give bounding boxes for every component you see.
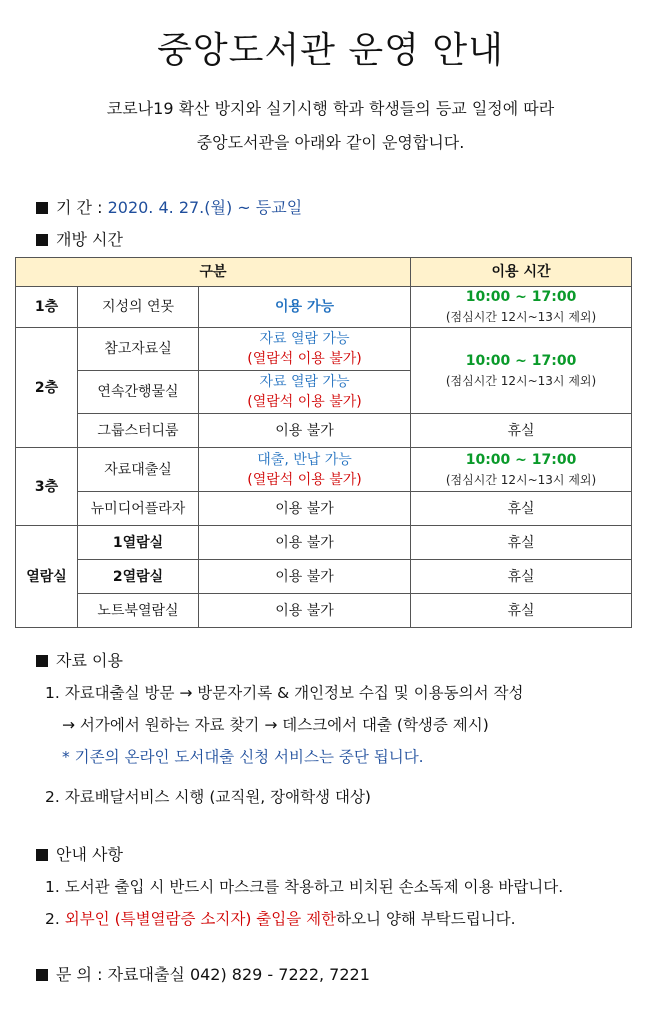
room-name: 2열람실 — [78, 560, 199, 594]
table-row — [16, 448, 632, 492]
time-main: 10:00 ~ 17:00 — [465, 451, 577, 468]
room-name: 지성의 연못 — [78, 287, 199, 328]
floor-label: 1층 — [16, 287, 78, 328]
hours-heading-text: 개방 시간 — [56, 230, 123, 249]
room-status: 이용 불가 — [199, 594, 411, 628]
floor-label: 열람실 — [16, 526, 78, 628]
intro-line-2: 중앙도서관을 아래와 같이 운영합니다. — [196, 133, 465, 152]
square-bullet-icon — [36, 849, 48, 861]
table-row — [16, 287, 632, 328]
materials-item-1-note: * 기존의 온라인 도서대출 신청 서비스는 중단 됩니다. — [62, 748, 424, 766]
room-status — [199, 371, 411, 414]
table-row — [16, 594, 632, 628]
room-name: 자료대출실 — [78, 448, 199, 492]
square-bullet-icon — [36, 655, 48, 667]
square-bullet-icon — [36, 234, 48, 246]
notice-item-2-prefix: 2. — [45, 910, 65, 928]
room-status — [199, 328, 411, 371]
status-note: (열람석 이용 불가) — [247, 471, 362, 488]
status-main: 자료 열람 가능 — [259, 331, 350, 347]
table-header-row — [16, 258, 632, 287]
room-time: 휴실 — [411, 414, 632, 448]
room-status: 이용 가능 — [199, 287, 411, 328]
room-status: 이용 불가 — [199, 526, 411, 560]
room-time: 휴실 — [411, 594, 632, 628]
status-note: (열람석 이용 불가) — [247, 351, 362, 367]
notice-heading-text: 안내 사항 — [56, 845, 123, 864]
room-time — [411, 448, 632, 492]
room-time — [411, 328, 632, 414]
room-time: 휴실 — [411, 560, 632, 594]
room-name: 그룹스터디룸 — [78, 414, 199, 448]
room-status: 이용 불가 — [199, 492, 411, 526]
materials-item-1: 1. 자료대출실 방문 → 방문자기록 & 개인정보 수집 및 이용동의서 작성 — [45, 684, 524, 702]
materials-heading — [36, 648, 123, 671]
table-row — [16, 526, 632, 560]
contact-value: 자료대출실 042) 829 - 7222, 7221 — [107, 965, 370, 984]
notice-item-1: 1. 도서관 출입 시 반드시 마스크를 착용하고 비치된 손소독제 이용 바랍니다. — [45, 878, 564, 896]
room-name: 연속간행물실 — [78, 371, 199, 414]
room-time: 휴실 — [411, 526, 632, 560]
materials-item-1-cont: → 서가에서 원하는 자료 찾기 → 데스크에서 대출 (학생증 제시) — [62, 716, 489, 734]
notice-item-2-suffix: 하오니 양해 부탁드립니다. — [336, 910, 516, 928]
contact-label: 문 의 : — [56, 965, 103, 984]
status-note: (열람석 이용 불가) — [247, 394, 362, 410]
header-time: 이용 시간 — [411, 258, 632, 287]
time-note: (점심시간 12시~13시 제외) — [445, 310, 597, 324]
status-main: 자료 열람 가능 — [259, 374, 350, 390]
time-note: (점심시간 12시~13시 제외) — [445, 373, 597, 388]
materials-item-2: 2. 자료배달서비스 시행 (교직원, 장애학생 대상) — [45, 788, 371, 806]
square-bullet-icon — [36, 969, 48, 981]
room-status: 이용 불가 — [199, 414, 411, 448]
room-name: 노트북열람실 — [78, 594, 199, 628]
time-main: 10:00 ~ 17:00 — [465, 352, 577, 369]
notice-heading — [36, 842, 123, 865]
square-bullet-icon — [36, 202, 48, 214]
floor-label: 2층 — [16, 328, 78, 448]
header-category: 구분 — [16, 258, 411, 287]
room-name: 참고자료실 — [78, 328, 199, 371]
time-main: 10:00 ~ 17:00 — [465, 289, 577, 305]
notice-item-2-highlight: 외부인 (특별열람증 소지자) 출입을 제한 — [64, 910, 337, 928]
contact-row — [36, 962, 370, 985]
time-note: (점심시간 12시~13시 제외) — [445, 472, 597, 487]
table-row — [16, 560, 632, 594]
table-row — [16, 328, 632, 371]
room-status: 이용 불가 — [199, 560, 411, 594]
period-label: 기 간 : — [56, 198, 103, 217]
status-main: 대출, 반납 가능 — [257, 451, 352, 468]
notice-item-2 — [45, 907, 516, 929]
room-status — [199, 448, 411, 492]
table-row — [16, 414, 632, 448]
materials-heading-text: 자료 이용 — [56, 651, 123, 670]
room-time — [411, 287, 632, 328]
room-name: 뉴미디어플라자 — [78, 492, 199, 526]
page-title: 중앙도서관 운영 안내 — [157, 30, 504, 71]
intro-line-1: 코로나19 확산 방지와 실기시행 학과 학생들의 등교 일정에 따라 — [106, 99, 555, 118]
period-value: 2020. 4. 27.(월) ~ 등교일 — [107, 198, 303, 217]
table-row — [16, 492, 632, 526]
hours-heading — [36, 227, 123, 250]
floor-label: 3층 — [16, 448, 78, 526]
hours-table — [15, 257, 632, 628]
period-row — [36, 195, 302, 218]
room-name: 1열람실 — [78, 526, 199, 560]
room-time: 휴실 — [411, 492, 632, 526]
